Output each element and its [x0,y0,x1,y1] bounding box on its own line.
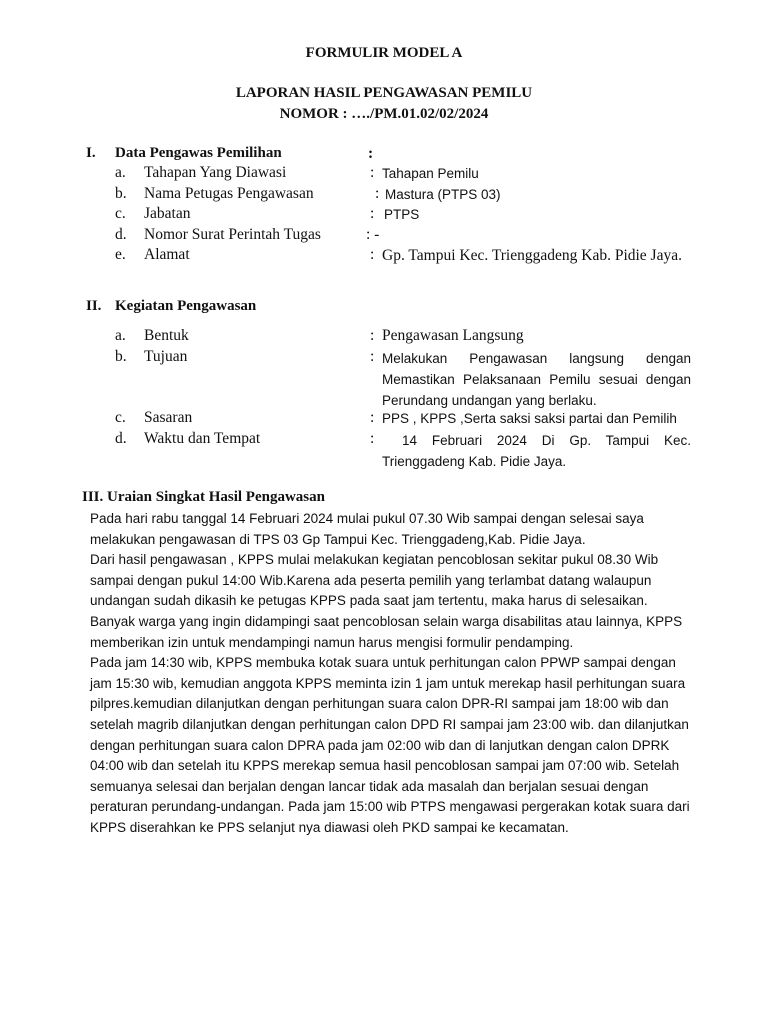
section2-item-b-value: Melakukan Pengawasan langsung dengan Memastikan Pelaksanaan Pemilu sesuai dengan Perundang undangan yang berlaku. [382,351,691,408]
section3-paragraph: Pada jam 14:30 wib, KPPS membuka kotak suara untuk perhitungan calon PPWP sampai dengan jam 15:30 wib, kemudian anggota KPPS meminta izin 1 jam untuk merekap hasil perhitungan suara pilpres.kemudian dilanjutkan dengan perhitungan suara calon DPR-RI sampai jam 18:00 wib dan setelah magrib dilanjutkan dengan perhitungan calon DPD RI sampai jam 23:00 wib. dan dilanjutkan dengan perhitungan suara calon DPRA pada jam 02:00 wib dan di lanjutkan dengan calon DPRK 04:00 wib dan setelah itu KPPS merekap semua hasil pencoblosan sampai jam 07:00 wib. Setelah semuanya selesai dan berjalan dengan lancar tidak ada masalah dan berjalan sesuai dengan peraturan perundang-undangan. Pada jam 15:00 wib PTPS mengawasi pergerakan kotak suara dari KPPS diserahkan ke PPS selanjut nya diawasi oleh PKD sampai ke kecamatan. [90,655,690,835]
section1-item-e-colon: : [370,246,375,263]
section3-paragraph: Banyak warga yang ingin didampingi saat pencoblosan selain warga disabilitas atau lainnya, KPPS memberikan izin untuk mendampingi namun harus mengisi formulir pendamping. [90,613,683,650]
section2-item-c-colon: : [370,409,375,426]
report-title: LAPORAN HASIL PENGAWASAN PEMILU [235,85,533,101]
section1-item-c-label: Jabatan [144,205,191,222]
section2-item-c-letter: c. [115,409,126,426]
section2-title: Kegiatan Pengawasan [115,298,257,314]
section2-item-b-colon: : [370,348,375,365]
section2-item-b-label: Tujuan [144,348,188,365]
section1-title: Data Pengawas Pemilihan [115,145,282,161]
section1-item-d-colon: : - [366,226,380,243]
section3-paragraph: Dari hasil pengawasan , KPPS mulai melakukan kegiatan pencoblosan sekitar pukul 08.30 Wib sampai dengan pukul 14:00 Wib.Karena ada peserta pemilih yang terlambat datang walaupun undangan sudah dikasih ke petugas KPPS pada saat jam tertentu, maka harus di selesaikan. [90,552,659,609]
section2-item-a-colon: : [370,327,375,344]
section2-item-d-value: 14 Februari 2024 Di Gp. Tampui Kec. Trienggadeng Kab. Pidie Jaya. [382,433,691,469]
section1-item-e-letter: e. [115,246,126,263]
section1-item-a-value: Tahapan Pemilu [382,166,479,181]
section1-item-d-label: Nomor Surat Perintah Tugas [144,226,321,243]
section1-item-a-label: Tahapan Yang Diawasi [144,164,287,181]
section2-number: II. [86,298,102,314]
section2-item-d-letter: d. [115,430,127,447]
section1-item-b-value: Mastura (PTPS 03) [385,187,501,202]
section1-number: I. [86,145,96,161]
section3-title: III. Uraian Singkat Hasil Pengawasan [82,489,325,505]
section1-colon: : [368,145,374,162]
section1-item-c-colon: : [370,205,375,222]
section1-item-b-label: Nama Petugas Pengawasan [144,185,314,202]
section2-item-d-colon: : [370,430,375,447]
section1-item-a-letter: a. [115,164,126,181]
section1-item-e-label: Alamat [144,246,190,263]
section2-item-c-label: Sasaran [144,409,193,426]
section1-item-a-colon: : [370,164,375,181]
section2-item-a-label: Bentuk [144,327,189,344]
section1-item-b-letter: b. [115,185,127,202]
form-title: FORMULIR MODEL A [305,45,463,61]
section2-item-a-letter: a. [115,327,126,344]
section2-item-b-letter: b. [115,348,127,365]
report-number: NOMOR : …./PM.01.02/02/2024 [279,106,489,122]
section1-item-d-letter: d. [115,226,127,243]
section2-item-a-value: Pengawasan Langsung [382,327,524,344]
section3-paragraph: Pada hari rabu tanggal 14 Februari 2024 mulai pukul 07.30 Wib sampai dengan selesai saya melakukan pengawasan di TPS 03 Gp Tampui Kec. Trienggadeng,Kab. Pidie Jaya. [90,511,644,547]
section2-item-c-value: PPS , KPPS ,Serta saksi saksi partai dan Pemilih [382,411,677,426]
section3-body [90,509,690,839]
section1-item-e-value: Gp. Tampui Kec. Trienggadeng Kab. Pidie Jaya. [382,247,682,264]
section2-item-d-label: Waktu dan Tempat [144,430,261,447]
section1-item-c-letter: c. [115,205,126,222]
section1-item-b-colon: : [375,185,380,202]
section1-item-c-value: PTPS [384,207,420,222]
